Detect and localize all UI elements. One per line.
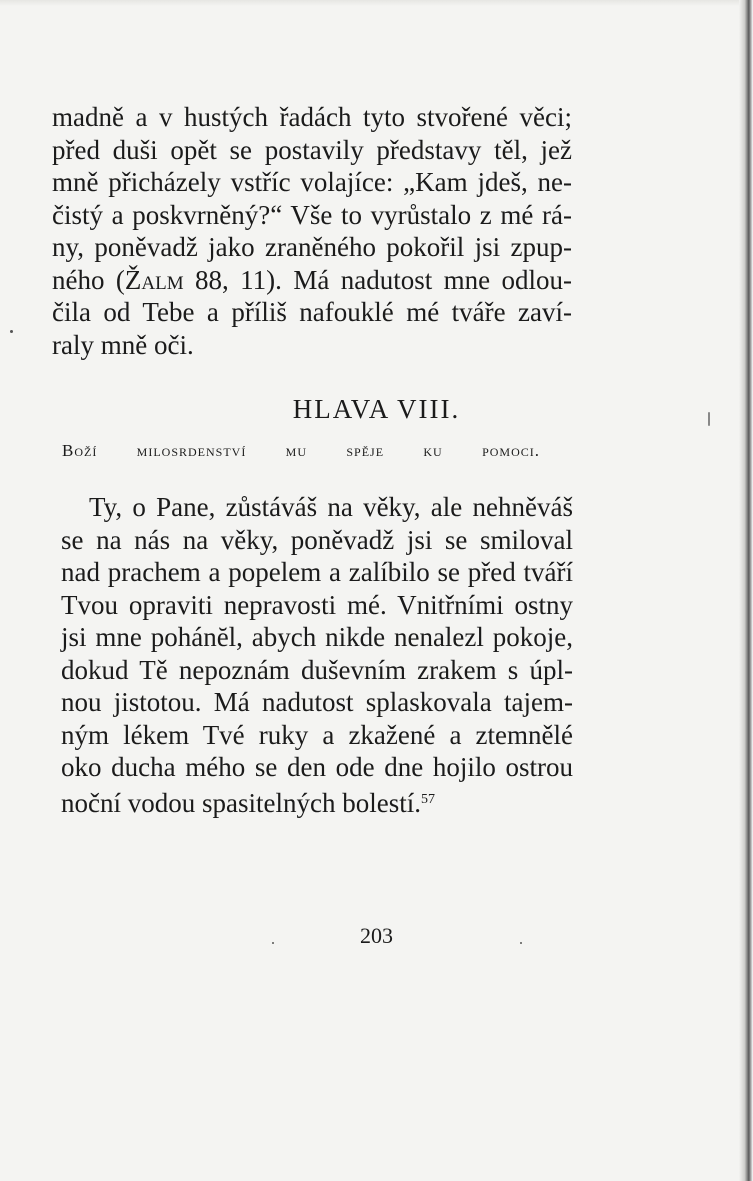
paper-speck [10,330,13,333]
paragraph-line: ny, poněvadž jako zraněného pokořil jsi zpup- [52,232,572,262]
paragraph-line: ným lékem Tvé ruky a zkažené a ztemnělé [61,719,573,750]
paragraph-line: raly mně oči. [52,329,194,360]
paragraph-line: se na nás na věky, poněvadž jsi se smiloval [61,524,573,555]
reference-suffix: 88, 11). Má nadutost mne odlou- [183,264,572,295]
chapter-subtitle: Boží milosrdenství mu spěje ku pomoci. [62,441,540,460]
paragraph-line: nou jistotou. Má nadutost splaskovala tajem- [61,687,573,717]
paragraph-line: madně a v hustých řadách tyto stvořené věci; [52,102,572,132]
paragraph-line: mně přicházely vstříc volajíce: „Kam jdeš, ne- [52,167,572,197]
paragraph-line: jsi mne pohánĕl, abych nikde nenalezl pokoje, [61,622,573,652]
paragraph-line: oko ducha mého se den ode dne hojilo ostrou [61,752,573,782]
paragraph-line: nad prachem a popelem a zalíbilo se před tváří [61,557,573,587]
paper-speck [272,942,274,944]
paragraph-line: dokud Tě nepoznám duševním zrakem s úpl- [61,654,573,685]
paragraph-line: čistý a poskvrněný?“ Vše to vyrůstalo z mé rá- [52,199,572,230]
page-top-edge [0,0,753,6]
paragraph-line: Tvou opraviti nepravosti mé. Vnitřními ostny [61,589,573,620]
paper-speck [520,942,522,944]
paragraph-line: Ty, o Pane, zůstáváš na věky, ale nehněváš [89,492,573,522]
psalm-reference: Žalm [124,264,184,295]
reference-prefix: ného ( [52,264,125,295]
paragraph-line-with-reference [52,264,572,297]
page-right-edge [739,0,753,1181]
footnote-reference: 57 [420,791,435,807]
paper-mark [708,412,710,426]
last-line-text: noční vodou spasitelných bolestí. [61,787,421,818]
main-paragraph [61,491,573,819]
paragraph-line: před duši opět se postavily představy těl, jež [52,134,572,165]
page-number: 203 [360,923,393,948]
paragraph-last-line [61,784,573,820]
top-paragraph [52,101,572,361]
paragraph-line: čila od Tebe a příliš nafouklé mé tváře zaví- [52,297,572,327]
chapter-title: HLAVA VIII. [292,394,461,424]
